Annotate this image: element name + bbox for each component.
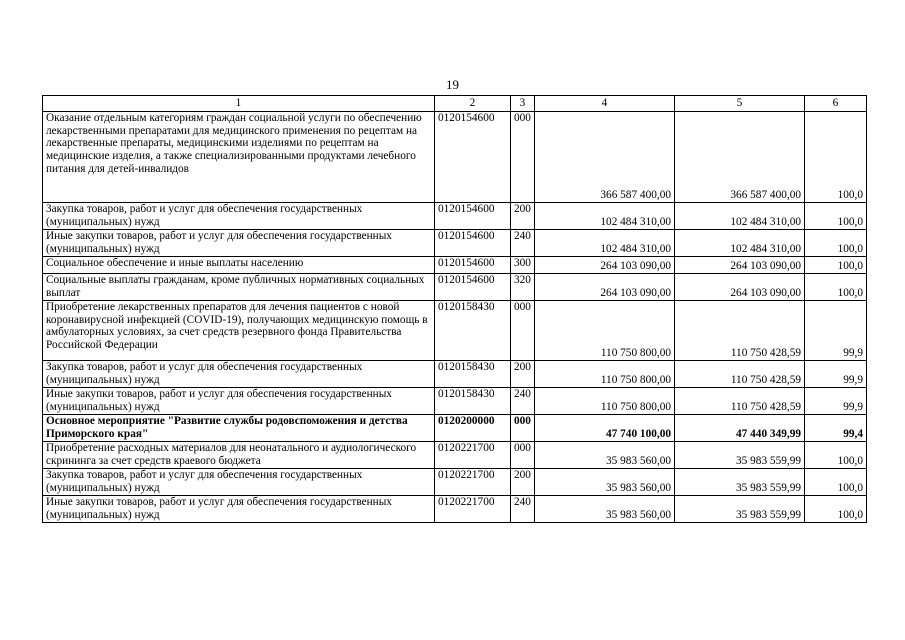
row-name: Закупка товаров, работ и услуг для обеспечения государственных (муниципальных) нужд [43, 361, 435, 388]
table-row [43, 415, 867, 442]
row-kvr: 240 [511, 230, 535, 257]
page-number: 19 [446, 77, 459, 92]
column-header-row [43, 96, 867, 112]
table-row [43, 112, 867, 203]
column-header: 6 [805, 96, 867, 112]
row-kvr: 240 [511, 388, 535, 415]
column-header: 3 [511, 96, 535, 112]
row-percent: 99,4 [805, 415, 867, 442]
row-kvr: 200 [511, 203, 535, 230]
column-header: 1 [43, 96, 435, 112]
table-row [43, 496, 867, 523]
row-percent: 99,9 [805, 361, 867, 388]
row-fact-amount: 110 750 428,59 [675, 388, 805, 415]
row-kvr: 320 [511, 274, 535, 301]
row-code: 0120154600 [435, 203, 511, 230]
row-fact-amount: 366 587 400,00 [675, 112, 805, 203]
row-name: Приобретение расходных материалов для неонатального и аудиологического скрининга за счет средств краевого бюджета [43, 442, 435, 469]
row-percent: 100,0 [805, 274, 867, 301]
row-name: Закупка товаров, работ и услуг для обеспечения государственных (муниципальных) нужд [43, 469, 435, 496]
row-code: 0120221700 [435, 496, 511, 523]
budget-table [42, 95, 867, 523]
row-kvr: 240 [511, 496, 535, 523]
row-kvr: 200 [511, 469, 535, 496]
table-row [43, 274, 867, 301]
row-name: Приобретение лекарственных препаратов для лечения пациентов с новой коронавирусной инфекцией (COVID-19), получающих медицинскую помощь в амбулаторных условиях, за счет средств резервного фонда Правительства Российской Федерации [43, 301, 435, 361]
row-kvr: 200 [511, 361, 535, 388]
row-percent: 100,0 [805, 442, 867, 469]
row-fact-amount: 264 103 090,00 [675, 274, 805, 301]
row-plan-amount: 35 983 560,00 [535, 469, 675, 496]
row-kvr: 000 [511, 442, 535, 469]
row-kvr: 000 [511, 112, 535, 203]
column-header: 2 [435, 96, 511, 112]
row-kvr: 000 [511, 301, 535, 361]
row-code: 0120154600 [435, 257, 511, 274]
row-code: 0120158430 [435, 361, 511, 388]
table-row [43, 301, 867, 361]
row-fact-amount: 102 484 310,00 [675, 203, 805, 230]
row-plan-amount: 35 983 560,00 [535, 442, 675, 469]
row-name: Социальное обеспечение и иные выплаты населению [43, 257, 435, 274]
row-code: 0120154600 [435, 274, 511, 301]
row-percent: 100,0 [805, 112, 867, 203]
table-row [43, 361, 867, 388]
table-row [43, 388, 867, 415]
row-percent: 99,9 [805, 301, 867, 361]
row-plan-amount: 102 484 310,00 [535, 203, 675, 230]
row-code: 0120221700 [435, 442, 511, 469]
table-row [43, 257, 867, 274]
row-fact-amount: 35 983 559,99 [675, 496, 805, 523]
row-plan-amount: 102 484 310,00 [535, 230, 675, 257]
row-plan-amount: 366 587 400,00 [535, 112, 675, 203]
row-plan-amount: 264 103 090,00 [535, 274, 675, 301]
row-code: 0120200000 [435, 415, 511, 442]
row-name: Основное мероприятие "Развитие службы родовспоможения и детства Приморского края" [43, 415, 435, 442]
row-name: Оказание отдельным категориям граждан социальной услуги по обеспечению лекарственными препаратами для медицинского применения по рецептам на лекарственные препараты, медицинскими изделиями по рецептам на медицинские изделия, а также специализированными продуктами лечебного питания для детей-инвалидов [43, 112, 435, 203]
row-code: 0120154600 [435, 112, 511, 203]
row-plan-amount: 110 750 800,00 [535, 388, 675, 415]
table-row [43, 203, 867, 230]
row-code: 0120221700 [435, 469, 511, 496]
row-name: Иные закупки товаров, работ и услуг для обеспечения государственных (муниципальных) нужд [43, 230, 435, 257]
row-plan-amount: 47 740 100,00 [535, 415, 675, 442]
row-code: 0120158430 [435, 301, 511, 361]
row-name: Закупка товаров, работ и услуг для обеспечения государственных (муниципальных) нужд [43, 203, 435, 230]
column-header: 4 [535, 96, 675, 112]
table-row [43, 230, 867, 257]
row-name: Иные закупки товаров, работ и услуг для обеспечения государственных (муниципальных) нужд [43, 388, 435, 415]
row-kvr: 000 [511, 415, 535, 442]
row-fact-amount: 102 484 310,00 [675, 230, 805, 257]
row-name: Социальные выплаты гражданам, кроме публичных нормативных социальных выплат [43, 274, 435, 301]
row-fact-amount: 110 750 428,59 [675, 361, 805, 388]
row-percent: 100,0 [805, 203, 867, 230]
row-percent: 100,0 [805, 496, 867, 523]
row-kvr: 300 [511, 257, 535, 274]
row-plan-amount: 110 750 800,00 [535, 361, 675, 388]
row-fact-amount: 35 983 559,99 [675, 469, 805, 496]
table-row [43, 442, 867, 469]
row-percent: 100,0 [805, 230, 867, 257]
row-plan-amount: 110 750 800,00 [535, 301, 675, 361]
row-fact-amount: 47 440 349,99 [675, 415, 805, 442]
row-percent: 99,9 [805, 388, 867, 415]
row-percent: 100,0 [805, 257, 867, 274]
row-fact-amount: 35 983 559,99 [675, 442, 805, 469]
table-row [43, 469, 867, 496]
row-code: 0120154600 [435, 230, 511, 257]
row-fact-amount: 264 103 090,00 [675, 257, 805, 274]
column-header: 5 [675, 96, 805, 112]
row-percent: 100,0 [805, 469, 867, 496]
row-code: 0120158430 [435, 388, 511, 415]
row-fact-amount: 110 750 428,59 [675, 301, 805, 361]
row-name: Иные закупки товаров, работ и услуг для обеспечения государственных (муниципальных) нужд [43, 496, 435, 523]
row-plan-amount: 264 103 090,00 [535, 257, 675, 274]
row-plan-amount: 35 983 560,00 [535, 496, 675, 523]
